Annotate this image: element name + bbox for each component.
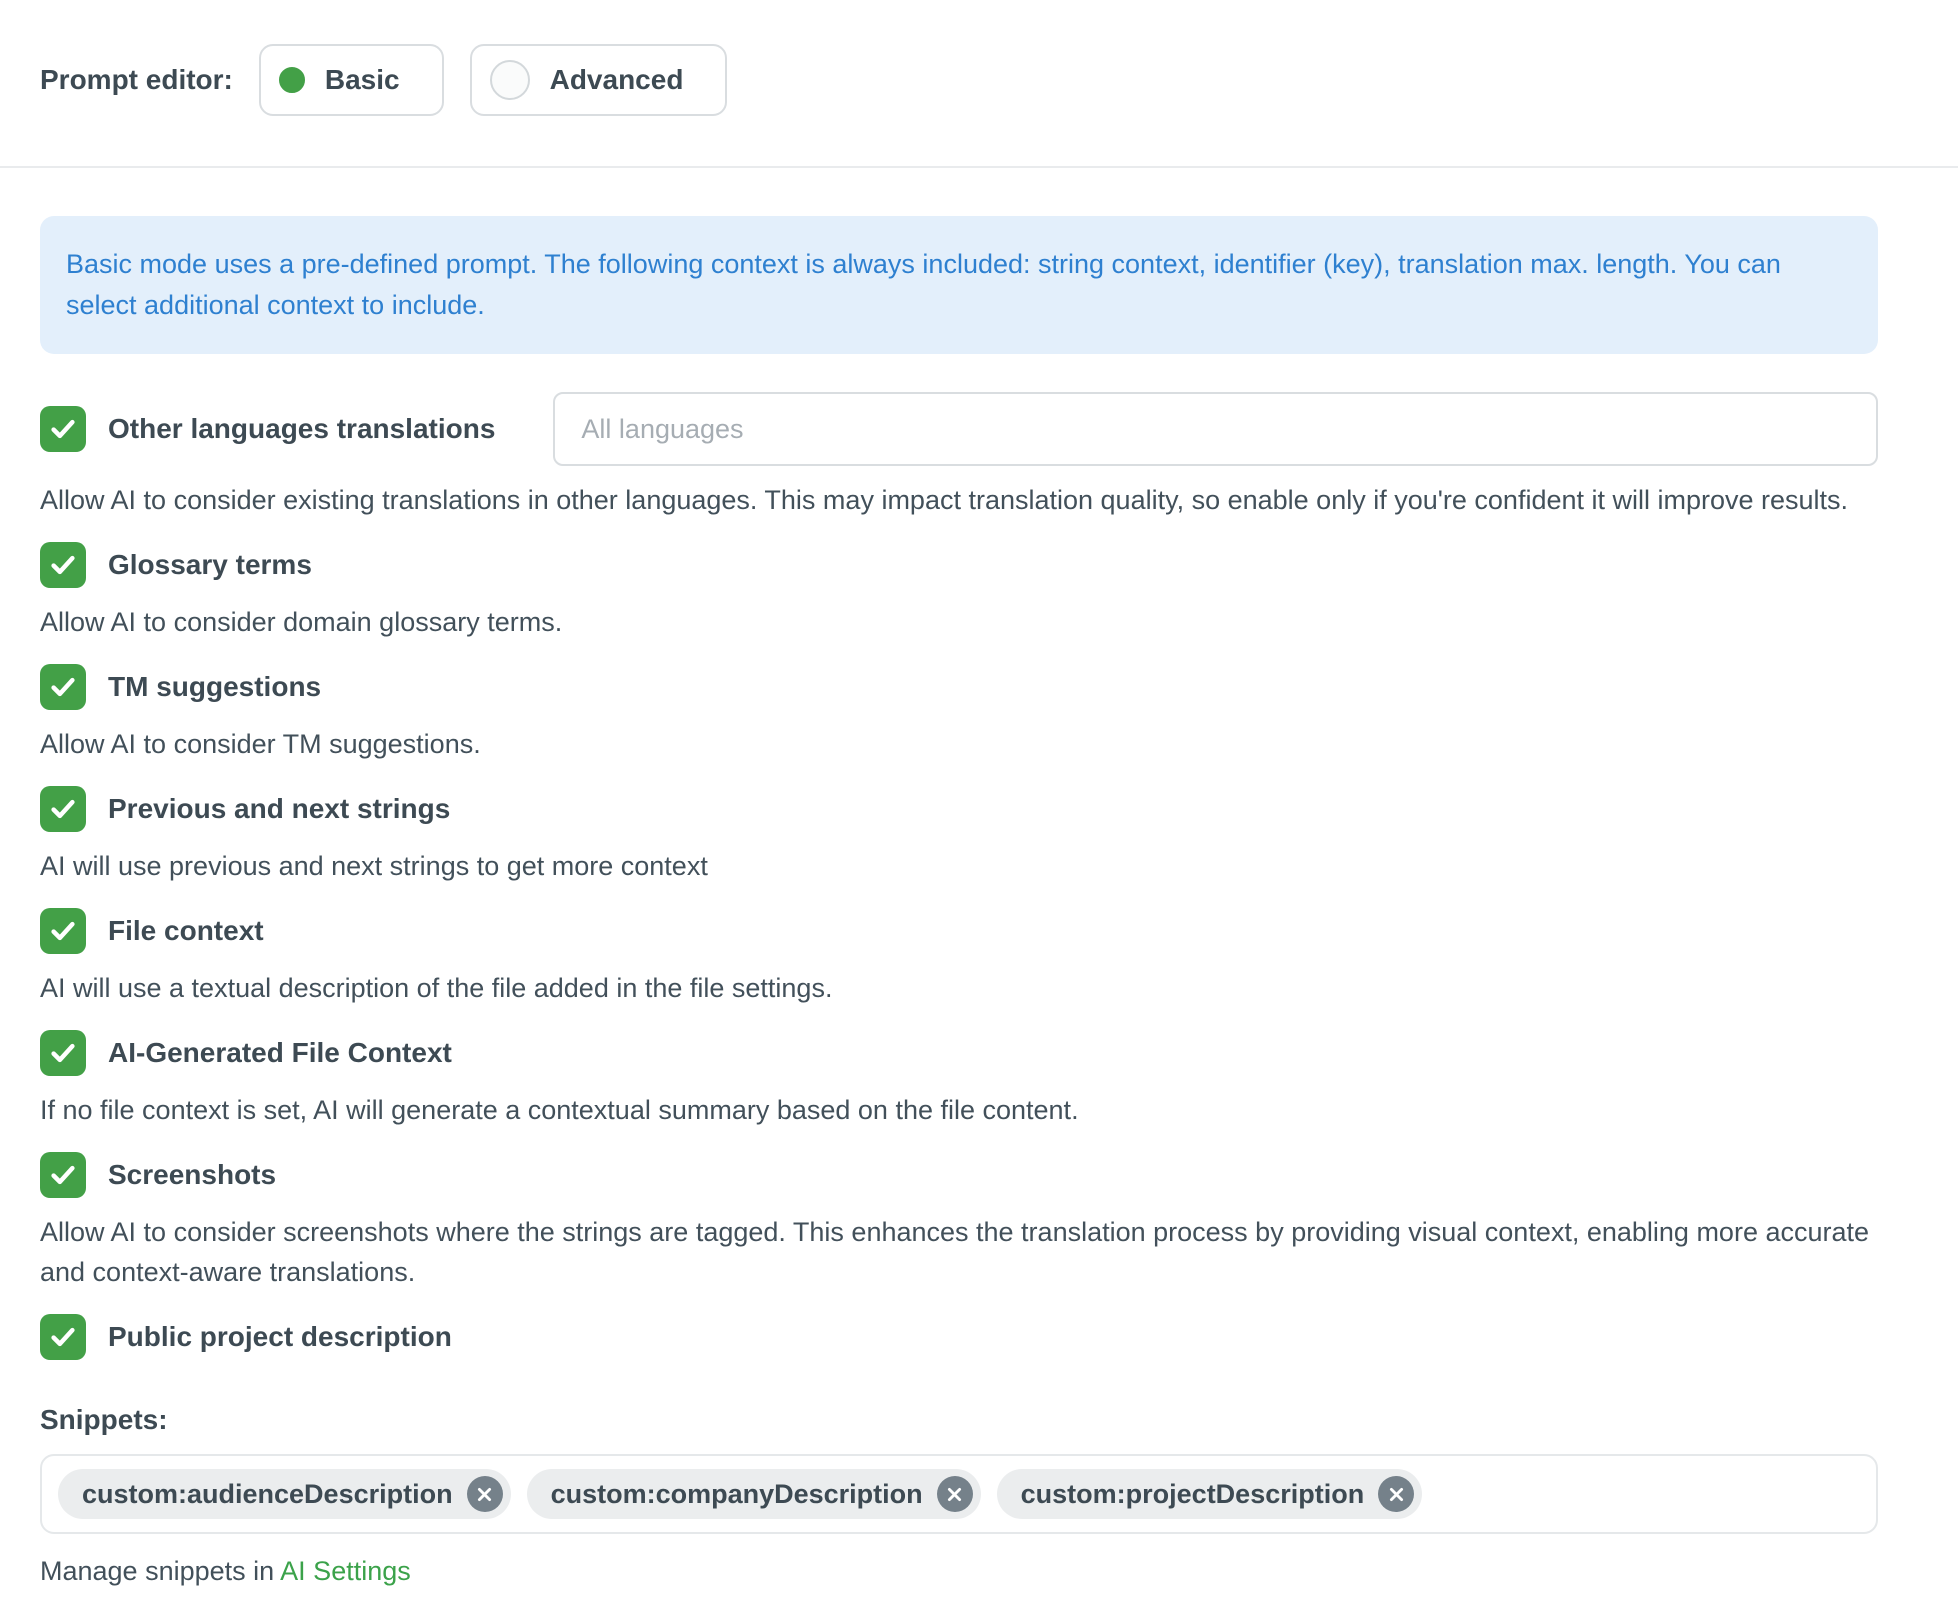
prompt-editor-row <box>40 0 1878 116</box>
manage-snippets-text: Manage snippets in <box>40 1556 281 1586</box>
setting-description: Allow AI to consider TM suggestions. <box>40 729 481 759</box>
remove-tag-button[interactable] <box>467 1476 503 1512</box>
setting-description: If no file context is set, AI will generate a contextual summary based on the file content. <box>40 1095 1079 1125</box>
check-icon <box>48 916 78 946</box>
check-icon <box>48 1160 78 1190</box>
remove-icon <box>946 1486 963 1503</box>
setting-tm-suggestions <box>40 664 1878 764</box>
divider <box>0 166 1958 168</box>
manage-snippets-line <box>40 1556 1878 1587</box>
basic-mode-info-banner: Basic mode uses a pre-defined prompt. The following context is always included: string context, identifier (key), translation max. length. You can select additional context to include. <box>40 216 1878 354</box>
snippet-tag-label: custom:projectDescription <box>1020 1478 1365 1509</box>
ai-settings-link[interactable]: AI Settings <box>280 1556 411 1586</box>
setting-label: Public project description <box>108 1321 452 1352</box>
check-icon <box>48 1322 78 1352</box>
setting-label: AI-Generated File Context <box>108 1037 452 1068</box>
checkbox-glossary-terms[interactable] <box>40 542 86 588</box>
radio-option-advanced[interactable] <box>470 44 728 116</box>
snippets-box <box>40 1454 1878 1534</box>
checkbox-other-languages-translations[interactable] <box>40 406 86 452</box>
setting-label: File context <box>108 915 264 946</box>
check-icon <box>48 550 78 580</box>
snippets-label: Snippets: <box>40 1404 168 1435</box>
radio-unselected-icon <box>490 60 530 100</box>
checkbox-file-context[interactable] <box>40 908 86 954</box>
setting-description: Allow AI to consider domain glossary terms. <box>40 607 563 637</box>
remove-icon <box>476 1486 493 1503</box>
setting-public-project-description <box>40 1314 1878 1360</box>
checkbox-tm-suggestions[interactable] <box>40 664 86 710</box>
setting-file-context <box>40 908 1878 1008</box>
snippet-tag <box>527 1469 981 1519</box>
setting-label: Screenshots <box>108 1159 277 1190</box>
checkbox-previous-next-strings[interactable] <box>40 786 86 832</box>
setting-label: Glossary terms <box>108 549 312 580</box>
setting-glossary-terms <box>40 542 1878 642</box>
snippet-tag <box>58 1469 511 1519</box>
setting-screenshots <box>40 1152 1878 1292</box>
setting-other-languages-translations <box>40 392 1878 520</box>
setting-description: Allow AI to consider screenshots where the strings are tagged. This enhances the translation process by providing visual context, enabling more accurate and context-aware translations. <box>40 1217 1870 1287</box>
snippet-tag-label: custom:companyDescription <box>550 1478 923 1509</box>
checkbox-public-project-description[interactable] <box>40 1314 86 1360</box>
setting-description: AI will use previous and next strings to get more context <box>40 851 708 881</box>
setting-description: Allow AI to consider existing translations in other languages. This may impact translation quality, so enable only if you're confident it will improve results. <box>40 485 1849 515</box>
setting-label: Other languages translations <box>108 413 496 444</box>
check-icon <box>48 794 78 824</box>
check-icon <box>48 672 78 702</box>
check-icon <box>48 1038 78 1068</box>
radio-option-basic[interactable] <box>259 44 444 116</box>
snippet-tag-label: custom:audienceDescription <box>82 1478 453 1509</box>
setting-previous-next-strings <box>40 786 1878 886</box>
remove-tag-button[interactable] <box>1378 1476 1414 1512</box>
prompt-editor-label: Prompt editor: <box>40 64 233 95</box>
languages-input[interactable] <box>553 392 1878 466</box>
ai-prompt-settings-panel <box>0 0 1958 116</box>
checkbox-screenshots[interactable] <box>40 1152 86 1198</box>
setting-label: TM suggestions <box>108 671 322 702</box>
setting-description: AI will use a textual description of the file added in the file settings. <box>40 973 833 1003</box>
check-icon <box>48 414 78 444</box>
setting-ai-generated-file-context <box>40 1030 1878 1130</box>
setting-label: Previous and next strings <box>108 793 451 824</box>
remove-icon <box>1388 1486 1405 1503</box>
checkbox-ai-generated-file-context[interactable] <box>40 1030 86 1076</box>
radio-option-basic-label: Basic <box>324 64 400 95</box>
snippet-tag <box>997 1469 1423 1519</box>
radio-option-advanced-label: Advanced <box>549 64 684 95</box>
remove-tag-button[interactable] <box>937 1476 973 1512</box>
radio-selected-icon <box>279 67 305 93</box>
